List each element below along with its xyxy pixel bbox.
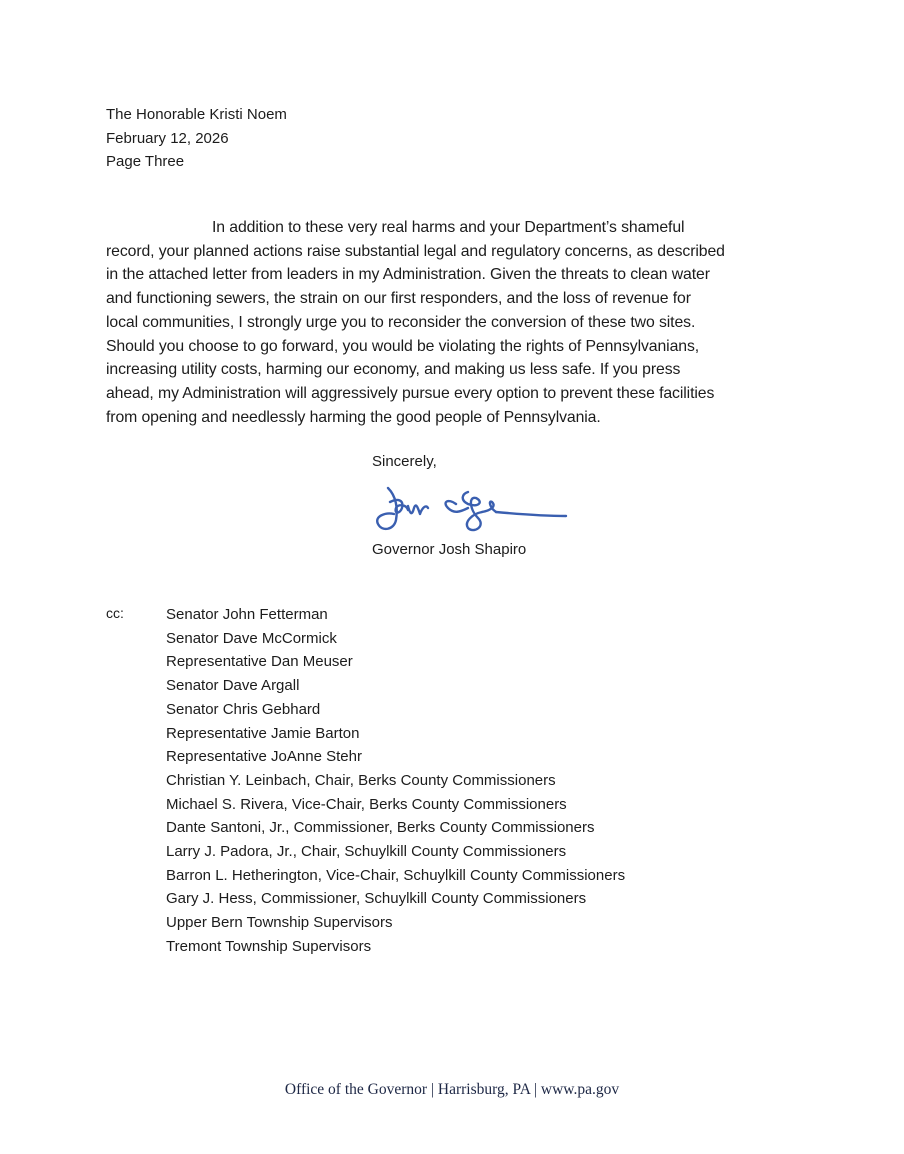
cc-recipient: Larry J. Padora, Jr., Chair, Schuylkill County Commissioners [166,843,567,861]
cc-recipient-list [166,603,625,959]
signature-icon [368,478,573,538]
closing-salutation: Sincerely, [372,453,437,470]
body-line: increasing utility costs, harming our economy, and making us less safe. If you press [106,361,681,379]
body-line: In addition to these very real harms and your Department’s shameful [212,219,685,236]
cc-recipient: Representative JoAnne Stehr [166,748,362,766]
letter-header [106,103,287,174]
cc-recipient: Christian Y. Leinbach, Chair, Berks County Commissioners [166,771,556,789]
cc-recipient: Representative Dan Meuser [166,653,353,671]
letterhead-footer: Office of the Governor | Harrisburg, PA | www.pa.gov [284,1081,620,1098]
cc-recipient: Upper Bern Township Supervisors [166,914,393,932]
body-line: and functioning sewers, the strain on our first responders, and the loss of revenue for [106,290,691,308]
cc-recipient: Tremont Township Supervisors [166,937,372,955]
body-line: in the attached letter from leaders in my Administration. Given the threats to clean water [106,266,710,284]
cc-recipient: Senator Dave McCormick [166,629,337,647]
cc-recipient: Gary J. Hess, Commissioner, Schuylkill County Commissioners [166,890,587,908]
cc-label: cc: [106,605,124,621]
body-line: Should you choose to go forward, you would be violating the rights of Pennsylvanians, [106,337,700,355]
body-line: from opening and needlessly harming the good people of Pennsylvania. [106,408,601,426]
cc-recipient: Michael S. Rivera, Vice-Chair, Berks County Commissioners [166,795,567,813]
cc-recipient: Barron L. Hetherington, Vice-Chair, Schuylkill County Commissioners [166,866,626,884]
body-line: local communities, I strongly urge you to reconsider the conversion of these two sites. [106,313,696,331]
cc-recipient: Dante Santoni, Jr., Commissioner, Berks County Commissioners [166,819,595,837]
cc-recipient: Senator Dave Argall [166,677,300,695]
date-line: February 12, 2026 [106,129,229,147]
body-paragraph [106,216,806,429]
body-line: ahead, my Administration will aggressively pursue every option to prevent these facilities [106,384,715,402]
cc-recipient: Senator John Fetterman [166,606,328,623]
signer-name: Governor Josh Shapiro [372,541,527,558]
cc-recipient: Representative Jamie Barton [166,724,360,742]
page-number-line: Page Three [106,153,185,170]
recipient-line: The Honorable Kristi Noem [106,106,287,123]
body-line: record, your planned actions raise substantial legal and regulatory concerns, as described [106,242,725,260]
cc-recipient: Senator Chris Gebhard [166,700,321,718]
